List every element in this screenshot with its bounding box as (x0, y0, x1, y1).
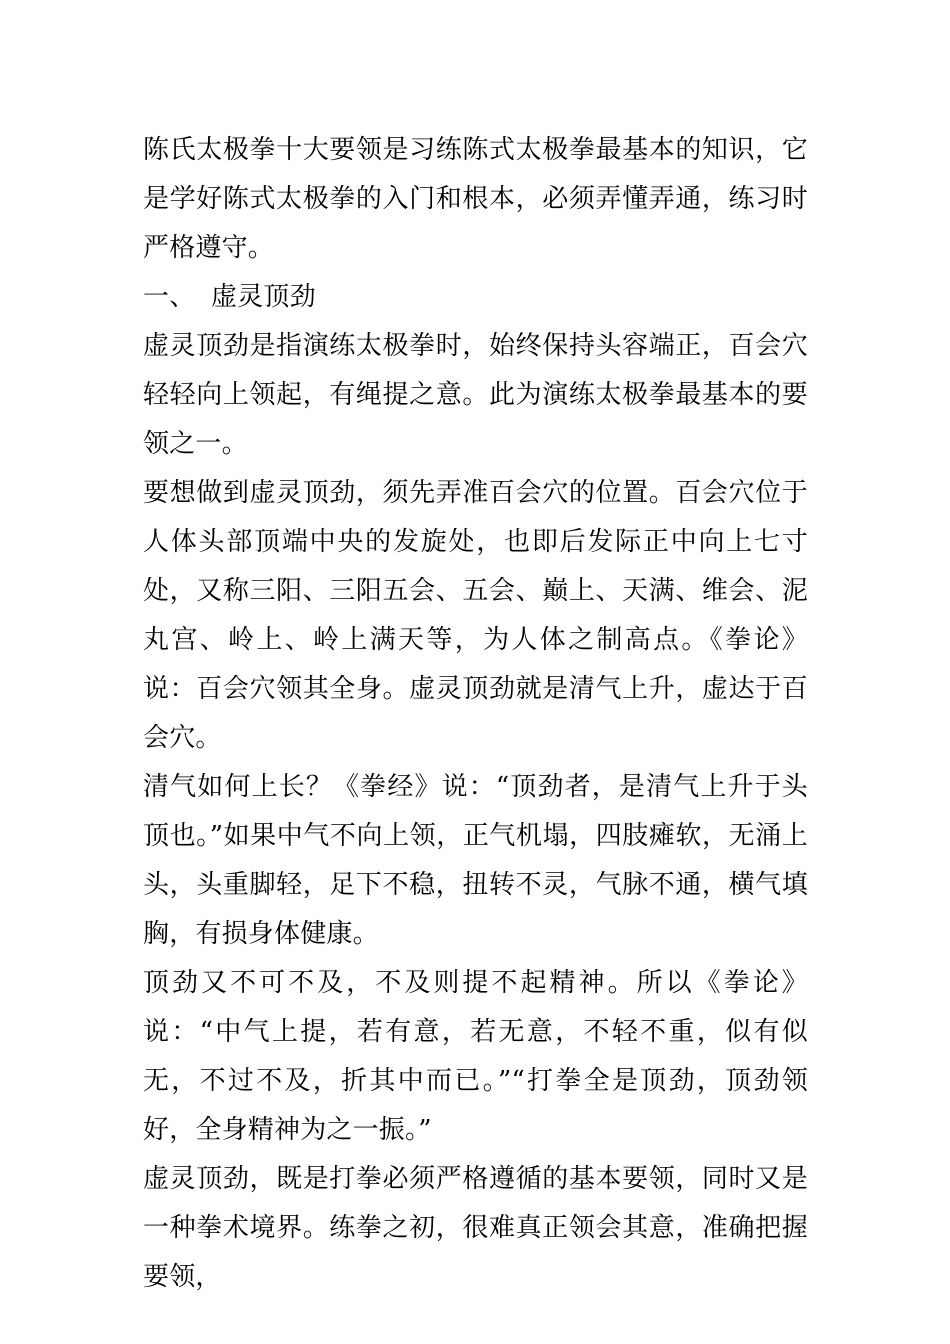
body-paragraph: 顶劲又不可不及，不及则提不起精神。所以《拳论》说：“中气上提，若有意，若无意，不轻不重，似有似无，不过不及，折其中而已。”“打拳全是顶劲，顶劲领好，全身精神为之一振。” (143, 968, 808, 1145)
body-paragraph: 清气如何上长？《拳经》说：“顶劲者，是清气上升于头顶也。”如果中气不向上领，正气机塌，四肢瘫软，无涌上头，头重脚轻，足下不稳，扭转不灵，气脉不通，横气填胸，有损身体健康。 (143, 772, 808, 949)
body-paragraph: 虚灵顶劲是指演练太极拳时，始终保持头容端正，百会穴轻轻向上领起，有绳提之意。此为演练太极拳最基本的要领之一。 (143, 331, 808, 459)
body-paragraph: 要想做到虚灵顶劲，须先弄准百会穴的位置。百会穴位于人体头部顶端中央的发旋处，也即后发际正中向上七寸处，又称三阳、三阳五会、五会、巅上、天满、维会、泥丸宫、岭上、岭上满天等，为人体之制高点。《拳论》说：百会穴领其全身。虚灵顶劲就是清气上升，虚达于百会穴。 (143, 478, 808, 753)
intro-paragraph: 陈氏太极拳十大要领是习练陈式太极拳最基本的知识，它是学好陈式太极拳的入门和根本，必须弄懂弄通，练习时严格遵守。 (143, 135, 808, 263)
section-heading (143, 273, 808, 322)
section-number: 一、 (143, 282, 196, 312)
document-body (143, 126, 808, 1302)
body-paragraph: 虚灵顶劲，既是打拳必须严格遵循的基本要领，同时又是一种拳术境界。练拳之初，很难真正领会其意，准确把握要领， (143, 1164, 808, 1292)
section-title: 虚灵顶劲 (211, 282, 316, 312)
